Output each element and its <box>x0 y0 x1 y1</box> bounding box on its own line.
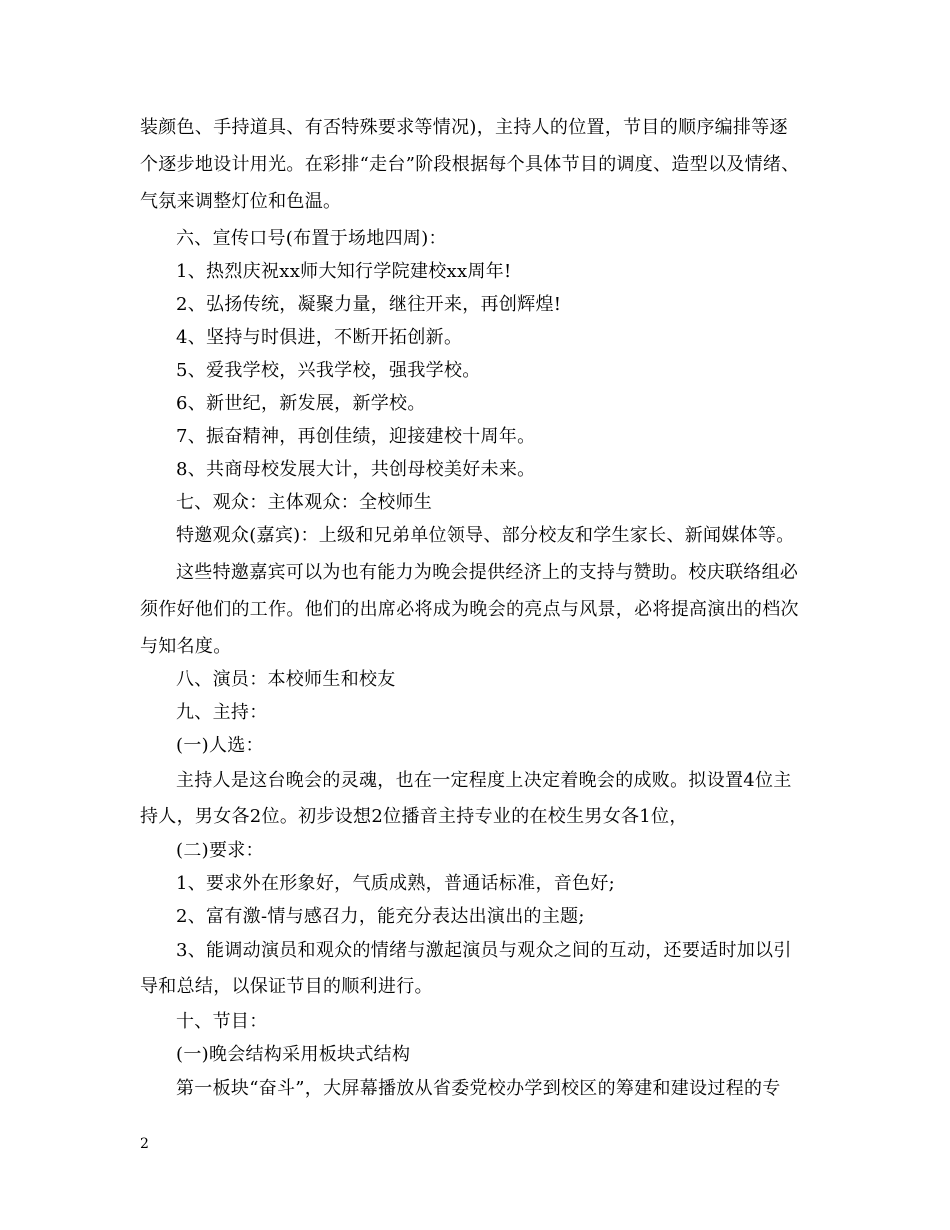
text-line: 装颜色、手持道具、有否特殊要求等情况)，主持人的位置，节目的顺序编排等逐 <box>140 117 788 138</box>
section-heading: 九、主持： <box>176 702 268 723</box>
list-item: 1、要求外在形象好，气质成熟，普通话标准，音色好; <box>176 873 616 894</box>
list-item: 4、坚持与时俱进，不断开拓创新。 <box>176 327 463 348</box>
section-heading: 七、观众：主体观众：全校师生 <box>176 492 433 513</box>
subsection-heading: (一)晚会结构采用板块式结构 <box>176 1044 411 1065</box>
text-line: 须作好他们的工作。他们的出席必将成为晚会的亮点与风景，必将提高演出的档次 <box>140 599 799 620</box>
section-heading: 十、节目： <box>176 1011 268 1032</box>
text-line: 持人，男女各2位。初步设想2位播音主持专业的在校生男女各1位， <box>140 806 688 827</box>
subsection-heading: (二)要求： <box>176 840 264 861</box>
subsection-heading: (一)人选： <box>176 735 264 756</box>
text-line: 气氛来调整灯位和色温。 <box>140 191 342 212</box>
list-item: 1、热烈庆祝xx师大知行学院建校xx周年! <box>176 261 512 282</box>
section-heading: 八、演员：本校师生和校友 <box>176 669 396 690</box>
text-line: 第一板块“奋斗”，大屏幕播放从省委党校办学到校区的筹建和建设过程的专 <box>176 1078 781 1099</box>
list-item: 8、共商母校发展大计，共创母校美好未来。 <box>176 459 536 480</box>
section-heading: 六、宣传口号(布置于场地四周)： <box>176 228 447 249</box>
text-line: 与知名度。 <box>140 636 232 657</box>
list-item: 6、新世纪，新发展，新学校。 <box>176 393 426 414</box>
text-line: 个逐步地设计用光。在彩排“走台”阶段根据每个具体节目的调度、造型以及情绪、 <box>140 154 800 175</box>
list-item: 2、弘扬传统，凝聚力量，继往开来，再创辉煌! <box>176 294 562 315</box>
page-number: 2 <box>140 1136 149 1152</box>
text-line: 主持人是这台晚会的灵魂，也在一定程度上决定着晚会的成败。拟设置4位主 <box>176 770 792 791</box>
text-line: 这些特邀嘉宾可以为也有能力为晚会提供经济上的支持与赞助。校庆联络组必 <box>176 562 799 583</box>
text-line: 特邀观众(嘉宾)：上级和兄弟单位领导、部分校友和学生家长、新闻媒体等。 <box>176 525 795 546</box>
list-item: 5、爱我学校，兴我学校，强我学校。 <box>176 360 481 381</box>
list-item: 2、富有激-情与感召力，能充分表达出演出的主题; <box>176 906 585 927</box>
list-item: 7、振奋精神，再创佳绩，迎接建校十周年。 <box>176 426 536 447</box>
text-line: 导和总结，以保证节目的顺利进行。 <box>140 976 433 997</box>
list-item: 3、能调动演员和观众的情绪与激起演员与观众之间的互动，还要适时加以引 <box>176 940 792 961</box>
